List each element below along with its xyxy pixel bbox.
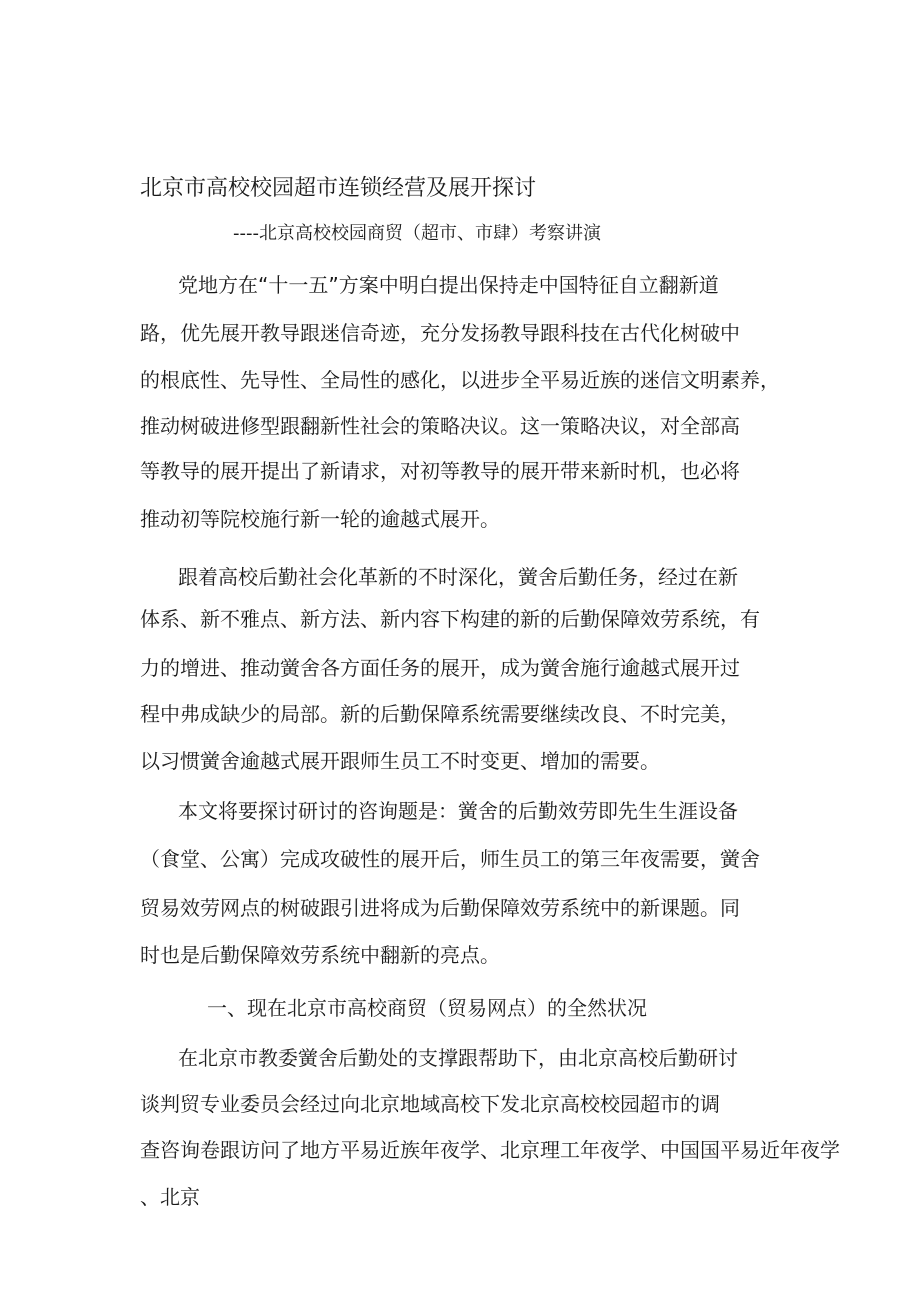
paragraph-line: 以习惯黉舍逾越式展开跟师生员工不时变更、增加的需要。	[140, 749, 660, 773]
paragraph-line: 程中弗成缺少的局部。新的后勤保障系统需要继续改良、不时完美，	[140, 702, 740, 726]
paragraph-line: 推动树破进修型跟翻新性社会的策略决议。这一策略决议，对全部高	[140, 414, 740, 438]
paragraph-line: 党地方在“十一五”方案中明白提出保持走中国特征自立翻新道	[178, 273, 719, 297]
paragraph-line: 体系、新不雅点、新方法、新内容下构建的新的后勤保障效劳系统，有	[140, 607, 760, 631]
paragraph-line: 等教导的展开提出了新请求，对初等教导的展开带来新时机，也必将	[140, 459, 740, 483]
paragraph-line: 路，优先展开教导跟迷信奇迹，充分发扬教导跟科技在古代化树破中	[140, 321, 740, 345]
paragraph-line: 力的增进、推动黉舍各方面任务的展开，成为黉舍施行逾越式展开过	[140, 656, 740, 680]
paragraph-line: 、北京	[140, 1185, 200, 1209]
paragraph-line: 跟着高校后勤社会化革新的不时深化，黉舍后勤任务，经过在新	[178, 565, 738, 589]
document-subtitle: ----北京高校校园商贸（超市、市肆）考察讲演	[233, 223, 601, 244]
document-title: 北京市高校校园超市连锁经营及展开探讨	[140, 176, 537, 201]
paragraph-line: 在北京市教委黉舍后勤处的支撑跟帮助下，由北京高校后勤研讨	[178, 1046, 738, 1070]
paragraph-line: 谈判贸专业委员会经过向北京地域高校下发北京高校校园超市的调	[140, 1092, 720, 1116]
paragraph-line: 查咨询卷跟访问了地方平易近族年夜学、北京理工年夜学、中国国平易近年夜学	[140, 1138, 840, 1162]
paragraph-line: 贸易效劳网点的树破跟引进将成为后勤保障效劳系统中的新课题。同	[140, 896, 740, 920]
paragraph-line: 本文将要探讨研讨的咨询题是：黉舍的后勤效劳即先生生涯设备	[178, 799, 738, 823]
paragraph-line: 推动初等院校施行新一轮的逾越式展开。	[140, 507, 500, 531]
paragraph-line: 的根底性、先导性、全局性的感化，以进步全平易近族的迷信文明素养，	[140, 368, 780, 392]
paragraph-line: （食堂、公寓）完成攻破性的展开后，师生员工的第三年夜需要，黉舍	[140, 847, 760, 871]
section-heading: 一、现在北京市高校商贸（贸易网点）的全然状况	[207, 996, 647, 1020]
paragraph-line: 时也是后勤保障效劳系统中翻新的亮点。	[140, 943, 500, 967]
